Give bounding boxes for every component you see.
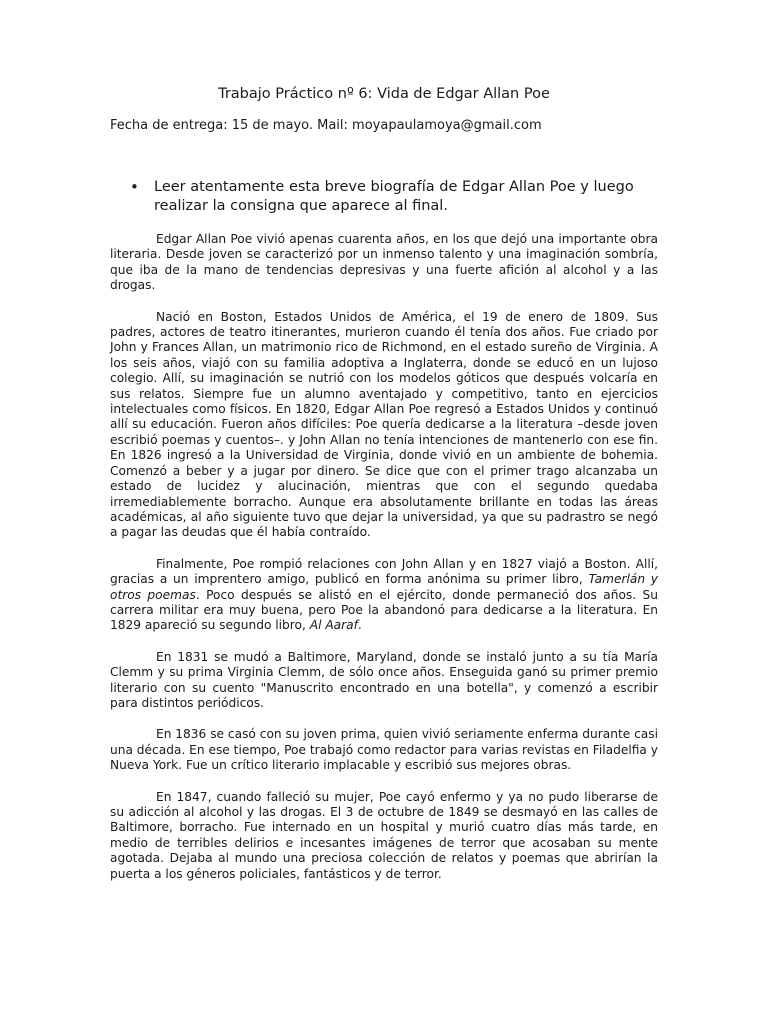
paragraph-text: Finalmente, Poe rompió relaciones con John Allan y en 1827 viajó a Boston. Allí, gracias a un imprentero amigo, publicó en forma anónima su primer libro, (110, 556, 658, 587)
paragraph-text: . (357, 618, 362, 633)
instruction-bullet (130, 178, 650, 216)
biography-body (110, 232, 658, 898)
book-title-al-aaraf: Al Aaraf (309, 618, 358, 633)
paragraph-baltimore: En 1831 se mudó a Baltimore, Maryland, donde se instaló junto a su tía María Clemm y su prima Virginia Clemm, de sólo once años. Enseguida ganó su primer premio literario con su cuento "Manuscrito encontrado en una botella", y comenzó a escribir para distintos periódicos. (110, 649, 658, 710)
instruction-text: Leer atentamente esta breve biografía de Edgar Allan Poe y luego realizar la consigna que aparece al final. (154, 179, 634, 214)
paragraph-childhood: Nació en Boston, Estados Unidos de América, el 19 de enero de 1809. Sus padres, actores de teatro itinerantes, murieron cuando él tenía dos años. Fue criado por John y Frances Allan, un matrimonio rico de Richmond, en el estado sureño de Virginia. A los seis años, viajó con su familia adoptiva a Inglaterra, donde se educó en un lujoso colegio. Allí, su imaginación se nutrió con los modelos góticos que después volcaría en sus relatos. Siempre fue un alumno aventajado y competitivo, tanto en ejercicios intelectuales como físicos. En 1820, Edgar Allan Poe regresó a Estados Unidos y continuó allí su educación. Fueron años difíciles: Poe quería dedicarse a la literatura –desde joven escribió poemas y cuentos–. y John Allan no tenía intenciones de mantenerlo con ese fin. En 1826 ingresó a la Universidad de Virginia, donde vivió en un ambiente de bohemia. Comenzó a beber y a jugar por dinero. Se dice que con el primer trago alcanzaba un estado de lucidez y alucinación, mientras que con el segundo quedaba irremediablemente borracho. Aunque era absolutamente brillante en todas las áreas académicas, al año siguiente tuvo que dejar la universidad, ya que su padrastro se negó a pagar las deudas que él había contraído. (110, 309, 658, 540)
document-title: Trabajo Práctico nº 6: Vida de Edgar Allan Poe (218, 86, 550, 102)
bullet-icon: • (130, 178, 139, 196)
book-title-tamerlan: Tamerlán y otros poemas (110, 572, 658, 602)
paragraph-marriage: En 1836 se casó con su joven prima, quien vivió seriamente enferma durante casi una década. En ese tiempo, Poe trabajó como redactor para varias revistas en Filadelfia y Nueva York. Fue un crítico literario implacable y escribió sus mejores obras. (110, 727, 659, 773)
paragraph-first-books (110, 557, 658, 634)
paragraph-text: . Poco después se alistó en el ejército, donde permaneció dos años. Su carrera militar era muy buena, pero Poe la abandonó para dedicarse a la literatura. En 1829 apareció su segundo libro, (110, 587, 658, 633)
paragraph-death: En 1847, cuando falleció su mujer, Poe cayó enfermo y ya no pudo liberarse de su adicción al alcohol y las drogas. El 3 de octubre de 1849 se desmayó en las calles de Baltimore, borracho. Fue internado en un hospital y murió cuatro días más tarde, en medio de terribles delirios e incesantes imágenes de terror que acosaban su mente agotada. Dejaba al mundo una preciosa colección de relatos y poemas que abrirían la puerta a los géneros policiales, fantásticos y de terror. (110, 789, 658, 881)
delivery-info: Fecha de entrega: 15 de mayo. Mail: moyapaulamoya@gmail.com (110, 118, 542, 133)
paragraph-intro: Edgar Allan Poe vivió apenas cuarenta años, en los que dejó una importante obra literaria. Desde joven se caracterizó por un inmenso talento y una imaginación sombría, que iba de la mano de tendencias depresivas y una fuerte afición al alcohol y a las drogas. (110, 232, 658, 293)
